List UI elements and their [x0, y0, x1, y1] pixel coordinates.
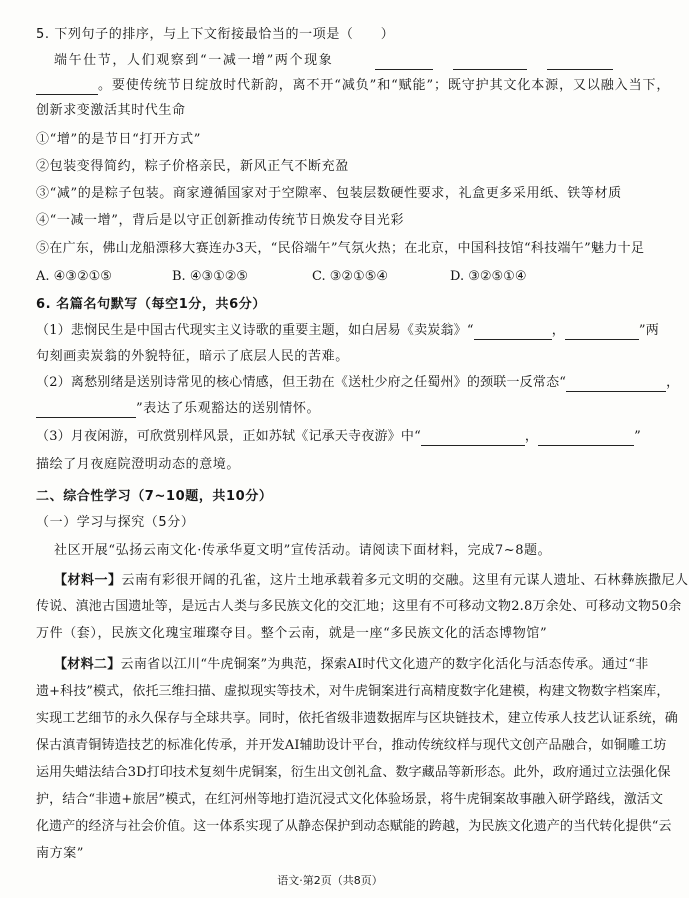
q6-item2-text: （2）离愁别绪是送别诗常见的核心情感，但王勃在《送杜少府之任蜀州》的颈联一反常态“ [36, 375, 567, 390]
material2-line5: 运用失蜡法结合3D打印技术复刻牛虎铜案，衍生出文创礼盒、数字藏品等新形态。此外，政府通过立法强化保 [36, 765, 671, 780]
q5-passage-line3: 创新求变激活其时代生命 [36, 103, 186, 118]
q5-option-a[interactable]: A. ④③②①⑤ [36, 269, 112, 284]
q6-blank-3[interactable] [566, 377, 666, 392]
q5-title: 5. 下列句子的排序，与上下文衔接最恰当的一项是（ ） [36, 27, 395, 42]
q5-option-c[interactable]: C. ③②①⑤④ [312, 269, 389, 284]
q5-sentence-3: ③“减”的是粽子包装。商家遵循国家对于空隙率、包装层数硬性要求，礼盒更多采用纸、铁等材质 [36, 186, 622, 201]
q6-item3-text: （3）月夜闲游，可欣赏别样风景，正如苏轼《记承天寺夜游》中“ [36, 429, 421, 444]
q6-item3-line1 [36, 428, 641, 446]
q6-blank-5[interactable] [421, 431, 525, 446]
q6-blank-2[interactable] [565, 325, 639, 340]
material2-line3: 实现工艺细节的永久保存与全球共享。同时，依托省级非遗数据库与区块链技术，建立传承人技艺认证系统，确 [36, 711, 678, 726]
q5-option-b[interactable]: B. ④③①②⑤ [172, 269, 249, 284]
q5-passage-text-2: 。要使传统节日绽放时代新韵，离不开“减负”和“赋能”；既守护其文化本源，又以融入当下， [98, 78, 671, 93]
material1-text-1: 云南有彩很开阔的孔雀，这片土地承载着多元文明的交融。这里有元谋人遗址、石林彝族撒尼人 [121, 573, 689, 588]
q6-comma: ， [551, 323, 565, 338]
q6-item1-line2: 句刻画卖炭翁的外貌特征，暗示了底层人民的苦难。 [36, 349, 349, 364]
material2-line8: 南方案” [36, 846, 85, 861]
blank-4[interactable] [36, 80, 98, 95]
material2-text-1: 云南省以江川“牛虎铜案”为典范，探索AI时代文化遗产的数字化活化与活态传承。通过“非 [120, 657, 649, 672]
section2-intro: 社区开展“弘扬云南文化·传承华夏文明”宣传活动。请阅读下面材料，完成7~8题。 [54, 543, 552, 558]
q5-passage-line2 [36, 77, 670, 95]
material2-tag: 【材料二】 [54, 657, 121, 672]
material1-line1 [54, 572, 689, 590]
q6-comma-2: ， [666, 375, 680, 390]
material2-line4: 保古滇青铜铸造技艺的标准化传承，并开发AI辅助设计平台，推动传统纹样与现代文创产品融合，如铜雕工坊 [36, 738, 667, 753]
blank-1[interactable] [375, 55, 433, 70]
blank-3[interactable] [547, 55, 613, 70]
material1-tag: 【材料一】 [54, 573, 122, 588]
q5-passage-text: 端午仕节，人们观察到“一减一增”两个现象 [54, 53, 334, 68]
material2-line7: 化遗产的经济与社会价值。这一体系实现了从静态保护到动态赋能的跨越，为民族文化遗产的当代转化提供“云 [36, 819, 672, 834]
q6-item1-line1 [36, 322, 659, 340]
q5-option-d[interactable]: D. ③②⑤①④ [450, 269, 527, 284]
section2-subtitle: （一）学习与探究（5分） [36, 515, 195, 530]
q6-item2-end: ”表达了乐观豁达的送别情怀。 [136, 401, 321, 416]
material2-line1 [54, 656, 649, 674]
material2-line6: 护，结合“非遗+旅居”模式，在红河州等地打造沉浸式文化体验场景，将牛虎铜案故事融入研学路线，激活文 [36, 792, 664, 807]
q6-item2-line1 [36, 374, 679, 392]
q5-sentence-1: ①“增”的是节日“打开方式” [36, 132, 201, 147]
q6-item1-end: ”两 [638, 323, 659, 338]
blank-2[interactable] [453, 55, 527, 70]
page-footer: 语文·第2页（共8页） [277, 874, 383, 887]
q5-sentence-2: ②包装变得简约，粽子价格亲民，新风正气不断充盈 [36, 159, 349, 174]
q6-item3-line2: 描绘了月夜庭院澄明动态的意境。 [36, 457, 241, 472]
material1-line3: 万件（套），民族文化瑰宝璀璨夺目。整个云南，就是一座“多民族文化的活态博物馆” [36, 626, 548, 641]
q5-sentence-5: ⑤在广东，佛山龙船漂移大赛连办3天，“民俗端午”气氛火热；在北京，中国科技馆“科技端午”魅力十足 [36, 241, 645, 256]
q6-item3-end: ” [634, 429, 641, 444]
q5-passage-line1 [54, 52, 613, 70]
q5-sentence-4: ④“一减一增”，背后是以守正创新推动传统节日焕发夺目光彩 [36, 213, 405, 228]
q6-item2-line2 [36, 400, 320, 418]
q6-blank-4[interactable] [36, 403, 136, 418]
q6-blank-1[interactable] [474, 325, 552, 340]
material2-line2: 遗+科技”模式，依托三维扫描、虚拟现实等技术，对牛虎铜案进行高精度数字化建模，构建文物数字档案库， [36, 684, 670, 699]
section2-title: 二、综合性学习（7~10题，共10分） [36, 489, 273, 504]
q6-blank-6[interactable] [538, 431, 634, 446]
material1-line2: 传说、滇池古国遗址等，是远古人类与多民族文化的交汇地；这里有不可移动文物2.8万余处、可移动文物50余 [36, 599, 682, 614]
q6-title: 6. 名篇名句默写（每空1分，共6分） [36, 297, 267, 312]
q6-comma-3: ， [524, 429, 539, 444]
q6-item1-text: （1）悲悯民生是中国古代现实主义诗歌的重要主题，如白居易《卖炭翁》“ [36, 323, 474, 338]
